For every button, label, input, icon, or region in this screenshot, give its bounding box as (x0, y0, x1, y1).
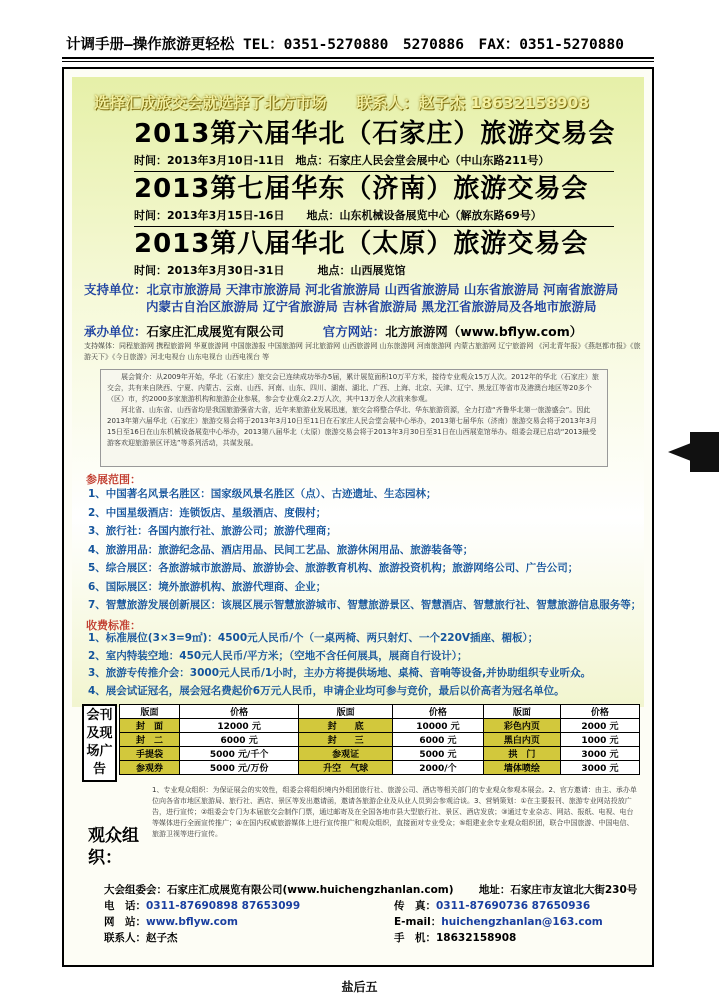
expo-info: 时间：2013年3月15日-16日 地点：山东机械设备展览中心（解放东路69号） (134, 209, 542, 222)
advertisement-frame (62, 67, 654, 967)
table-cell: 5000 元/千个 (180, 747, 299, 761)
table-row (120, 747, 640, 761)
table-cell: 封 三 (299, 733, 393, 747)
table-cell: 5000 元 (392, 747, 483, 761)
page-tab-marker (690, 432, 719, 472)
advertising-section (82, 704, 640, 782)
table-row (120, 733, 640, 747)
slogan (94, 91, 624, 113)
scope-item: 6、国际展区：境外旅游机构、旅游代理商、企业； (88, 580, 327, 593)
table-cell: 升空 气球 (299, 761, 393, 775)
column-header: 价格 (560, 705, 639, 719)
scope-item: 2、中国星级酒店：连锁饭店、星级酒店、度假村； (88, 506, 327, 519)
table-cell: 黑白内页 (483, 733, 560, 747)
expo-info: 时间：2013年3月30日-31日 地点：山西展览馆 (134, 264, 406, 277)
support-label: 支持单位： (84, 282, 147, 297)
table-cell: 6000 元 (180, 733, 299, 747)
scope-item: 4、旅游用品：旅游纪念品、酒店用品、民间工艺品、旅游休闲用品、旅游装备等； (88, 543, 474, 556)
table-cell: 墙体喷绘 (483, 761, 560, 775)
table-cell: 6000 元 (392, 733, 483, 747)
table-cell: 封 底 (299, 719, 393, 733)
table-cell: 封 二 (120, 733, 180, 747)
expo-info: 时间：2013年3月10日-11日 地点：石家庄人民会堂会展中心（中山东路211号） (134, 154, 550, 167)
expo-title: 2013第八届华北（太原）旅游交易会 (134, 229, 589, 259)
table-cell: 参观券 (120, 761, 180, 775)
column-header: 版面 (483, 705, 560, 719)
visitor-organization-text: 1、专业观众组织：为保证展会的实效性，组委会将组织境内外组团旅行社、旅游公司、酒店等相关部门的专业观众参观本展会。2、官方邀请：由主、承办单位向各省市地区旅游局、旅行社、酒店、景区等发出邀请函，邀请各旅游企业及从业人员到会参观洽谈。3、营销策划：①在主要报刊、旅游专业网站投放广告，进行宣传；②组委会专门为本届旅交会制作门票，通过邮寄及在全国各地市县大型旅行社、景区、酒店发放；③通过专业杂志、网站、报纸、电视、电台等媒体进行全面宣传推广；④在国内权威旅游媒体上进行宣传推广和观众组织，直接面对专业受众；⑤组建业余专业观众组织团，联合中国旅游、中国电信、旅游卫视等进行宣传。 (152, 786, 637, 838)
address: 石家庄市友谊北大街230号 (510, 884, 638, 896)
scope-list (88, 485, 642, 615)
table-cell: 10000 元 (392, 719, 483, 733)
table-header-row (120, 705, 640, 719)
committee-name: 石家庄汇成展览有限公司(www.huichengzhanlan.com) (167, 884, 454, 896)
fax-label: 传 真： (394, 900, 436, 912)
table-row (120, 761, 640, 775)
column-header: 价格 (392, 705, 483, 719)
table-cell: 3000 元 (560, 761, 639, 775)
table-cell: 拱 门 (483, 747, 560, 761)
table-cell: 1000 元 (560, 733, 639, 747)
fees-title: 收费标准： (86, 619, 141, 632)
address-label: 地址： (478, 884, 511, 896)
column-header: 版面 (299, 705, 393, 719)
table-cell: 12000 元 (180, 719, 299, 733)
phone: 0311-87690898 87653099 (146, 900, 301, 912)
contact-info (104, 882, 644, 946)
table-cell: 2000 元 (560, 719, 639, 733)
email-label: E-mail： (394, 916, 442, 928)
slogan-contact: 联系人：赵子杰 18632158908 (356, 94, 590, 112)
intro-paragraph-2: 河北省、山东省、山西省均是我国旅游强省大省，近年来旅游业发展迅速，旅交会将整合华北、华东旅游资源，全力打造“齐鲁华北第一旅游盛会”。因此2013年第六届华北（石家庄）旅游交易会将于2013年3月10日至11日在石家庄人民会堂会展中心举办，2013第七届华东（济南）旅游交易会将于2013年3月15日至16日在山东机械设备展览中心举办，2013第八届华北（太原）旅游交易会将于2013年3月30日至31日在山西展览馆举办。组委会现已启动“2013最受游客欢迎旅游景区评选”等系列活动，共谋发展。 (107, 406, 597, 447)
contact-person: 赵子杰 (146, 932, 178, 944)
committee-label: 大会组委会： (104, 884, 167, 896)
fees-list (88, 630, 636, 700)
table-cell: 2000/个 (392, 761, 483, 775)
visitor-organization (82, 785, 646, 875)
column-header: 版面 (120, 705, 180, 719)
intro-paragraph-1: 展会简介：从2009年开始，华北（石家庄）旅交会已连续成功举办5届，累计展览面积10万平方米，接待专业观众15万人次。2012年的华北（石家庄）旅交会，共有来自陕西、宁夏、内蒙古、云南、山西、河南、山东、四川、湖南、湖北、广西、上海、北京、天津、辽宁、黑龙江等省市及港澳台地区等20多个（区）市，约2000多家旅游机构和旅游企业参展，参会专业观众2.2万人次，其中13万余人次前来参观。 (107, 373, 599, 403)
table-cell: 3000 元 (560, 747, 639, 761)
scope-item: 5、综合展区：各旅游城市旅游局、旅游协会、旅游教育机构、旅游投资机构；旅游网络公司、广告公司； (88, 562, 579, 574)
visitor-organization-label: 观众组织： (88, 826, 139, 868)
contact-person-label: 联系人： (104, 932, 146, 944)
mobile: 18632158908 (436, 932, 517, 944)
advertising-label: 会刊及现场广告 (82, 704, 117, 782)
support-line-1: 北京市旅游局 天津市旅游局 河北省旅游局 山西省旅游局 山东省旅游局 河南省旅游局 (146, 282, 619, 297)
table-cell: 彩色内页 (483, 719, 560, 733)
email: huichengzhanlan@163.com (441, 916, 603, 928)
page-footer: 盐后五 (341, 980, 378, 994)
slogan-text: 选择汇成旅交会就选择了北方市场 (94, 94, 327, 112)
organizer (84, 322, 644, 340)
organizer-label: 承办单位： (84, 324, 147, 339)
expo-title: 2013第七届华东（济南）旅游交易会 (134, 174, 589, 204)
mobile-label: 手 机： (394, 932, 436, 944)
website-label: 网 站： (104, 916, 146, 928)
column-header: 价格 (180, 705, 299, 719)
table-cell: 手提袋 (120, 747, 180, 761)
page-header: 计调手册—操作旅游更轻松 TEL：0351-5270880 5270886 FAX：0351-5270880 (66, 37, 624, 53)
table-cell: 封 面 (120, 719, 180, 733)
official-site: 北方旅游网（www.bflyw.com） (385, 324, 583, 339)
scope-item: 3、旅行社：各国内旅行社、旅游公司；旅游代理商； (88, 525, 337, 537)
fee-item: 1、标准展位(3×3=9㎡)：4500元人民币/个（一桌两椅、两只射灯、一个220V插座、楣板）； (88, 632, 539, 644)
phone-label: 电 话： (104, 900, 146, 912)
website: www.bflyw.com (146, 916, 238, 928)
official-site-label: 官方网站： (322, 324, 386, 339)
organizer-name: 石家庄汇成展览有限公司 (146, 324, 285, 339)
expo-shijiazhuang (134, 113, 614, 172)
header-rule (62, 57, 654, 59)
header-rule-thin (62, 61, 654, 62)
fax: 0311-87690736 87650936 (436, 900, 591, 912)
advertising-price-table (119, 704, 640, 775)
scope-title: 参展范围： (86, 473, 141, 486)
scope-item: 7、智慧旅游发展创新展区：该展区展示智慧旅游城市、智慧旅游景区、智慧酒店、智慧旅行社、智慧旅游信息服务等； (88, 599, 642, 611)
fee-item: 3、旅游专传推介会：3000元人民币/1小时，主办方将提供场地、桌椅、音响等设备,并协助组织专业听众。 (88, 667, 592, 679)
support-media: 支持媒体：同程旅游网 携程旅游网 华夏旅游网 中国旅游报 中国旅游网 河北旅游网 山西旅游网 山东旅游网 河南旅游网 内蒙古旅游网 辽宁旅游网 《河北青年报》《燕赵都市报》《旅游天下》《今日旅游》河北电视台 山东电视台 山西电视台 等 (84, 342, 641, 361)
fee-item: 2、室内特装空地：450元人民币/平方米；（空地不含任何展具，展商自行设计）； (88, 649, 468, 662)
table-cell: 5000 元/万份 (180, 761, 299, 775)
scope-item: 1、中国著名风景名胜区：国家级风景名胜区（点）、古迹遗址、生态园林； (88, 488, 437, 500)
expo-taiyuan (134, 223, 614, 278)
fee-item: 4、展会试证冠名，展会冠名费起价6万元人民币，申请企业均可参与竞价，最后以价高者为冠名单位。 (88, 684, 565, 697)
support-units (84, 281, 644, 315)
table-cell: 参观证 (299, 747, 393, 761)
expo-title: 2013第六届华北（石家庄）旅游交易会 (134, 119, 616, 149)
expo-jinan (134, 168, 614, 227)
expo-introduction (100, 369, 608, 467)
support-line-2: 内蒙古自治区旅游局 辽宁省旅游局 吉林省旅游局 黑龙江省旅游局及各地市旅游局 (146, 299, 597, 314)
table-row (120, 719, 640, 733)
